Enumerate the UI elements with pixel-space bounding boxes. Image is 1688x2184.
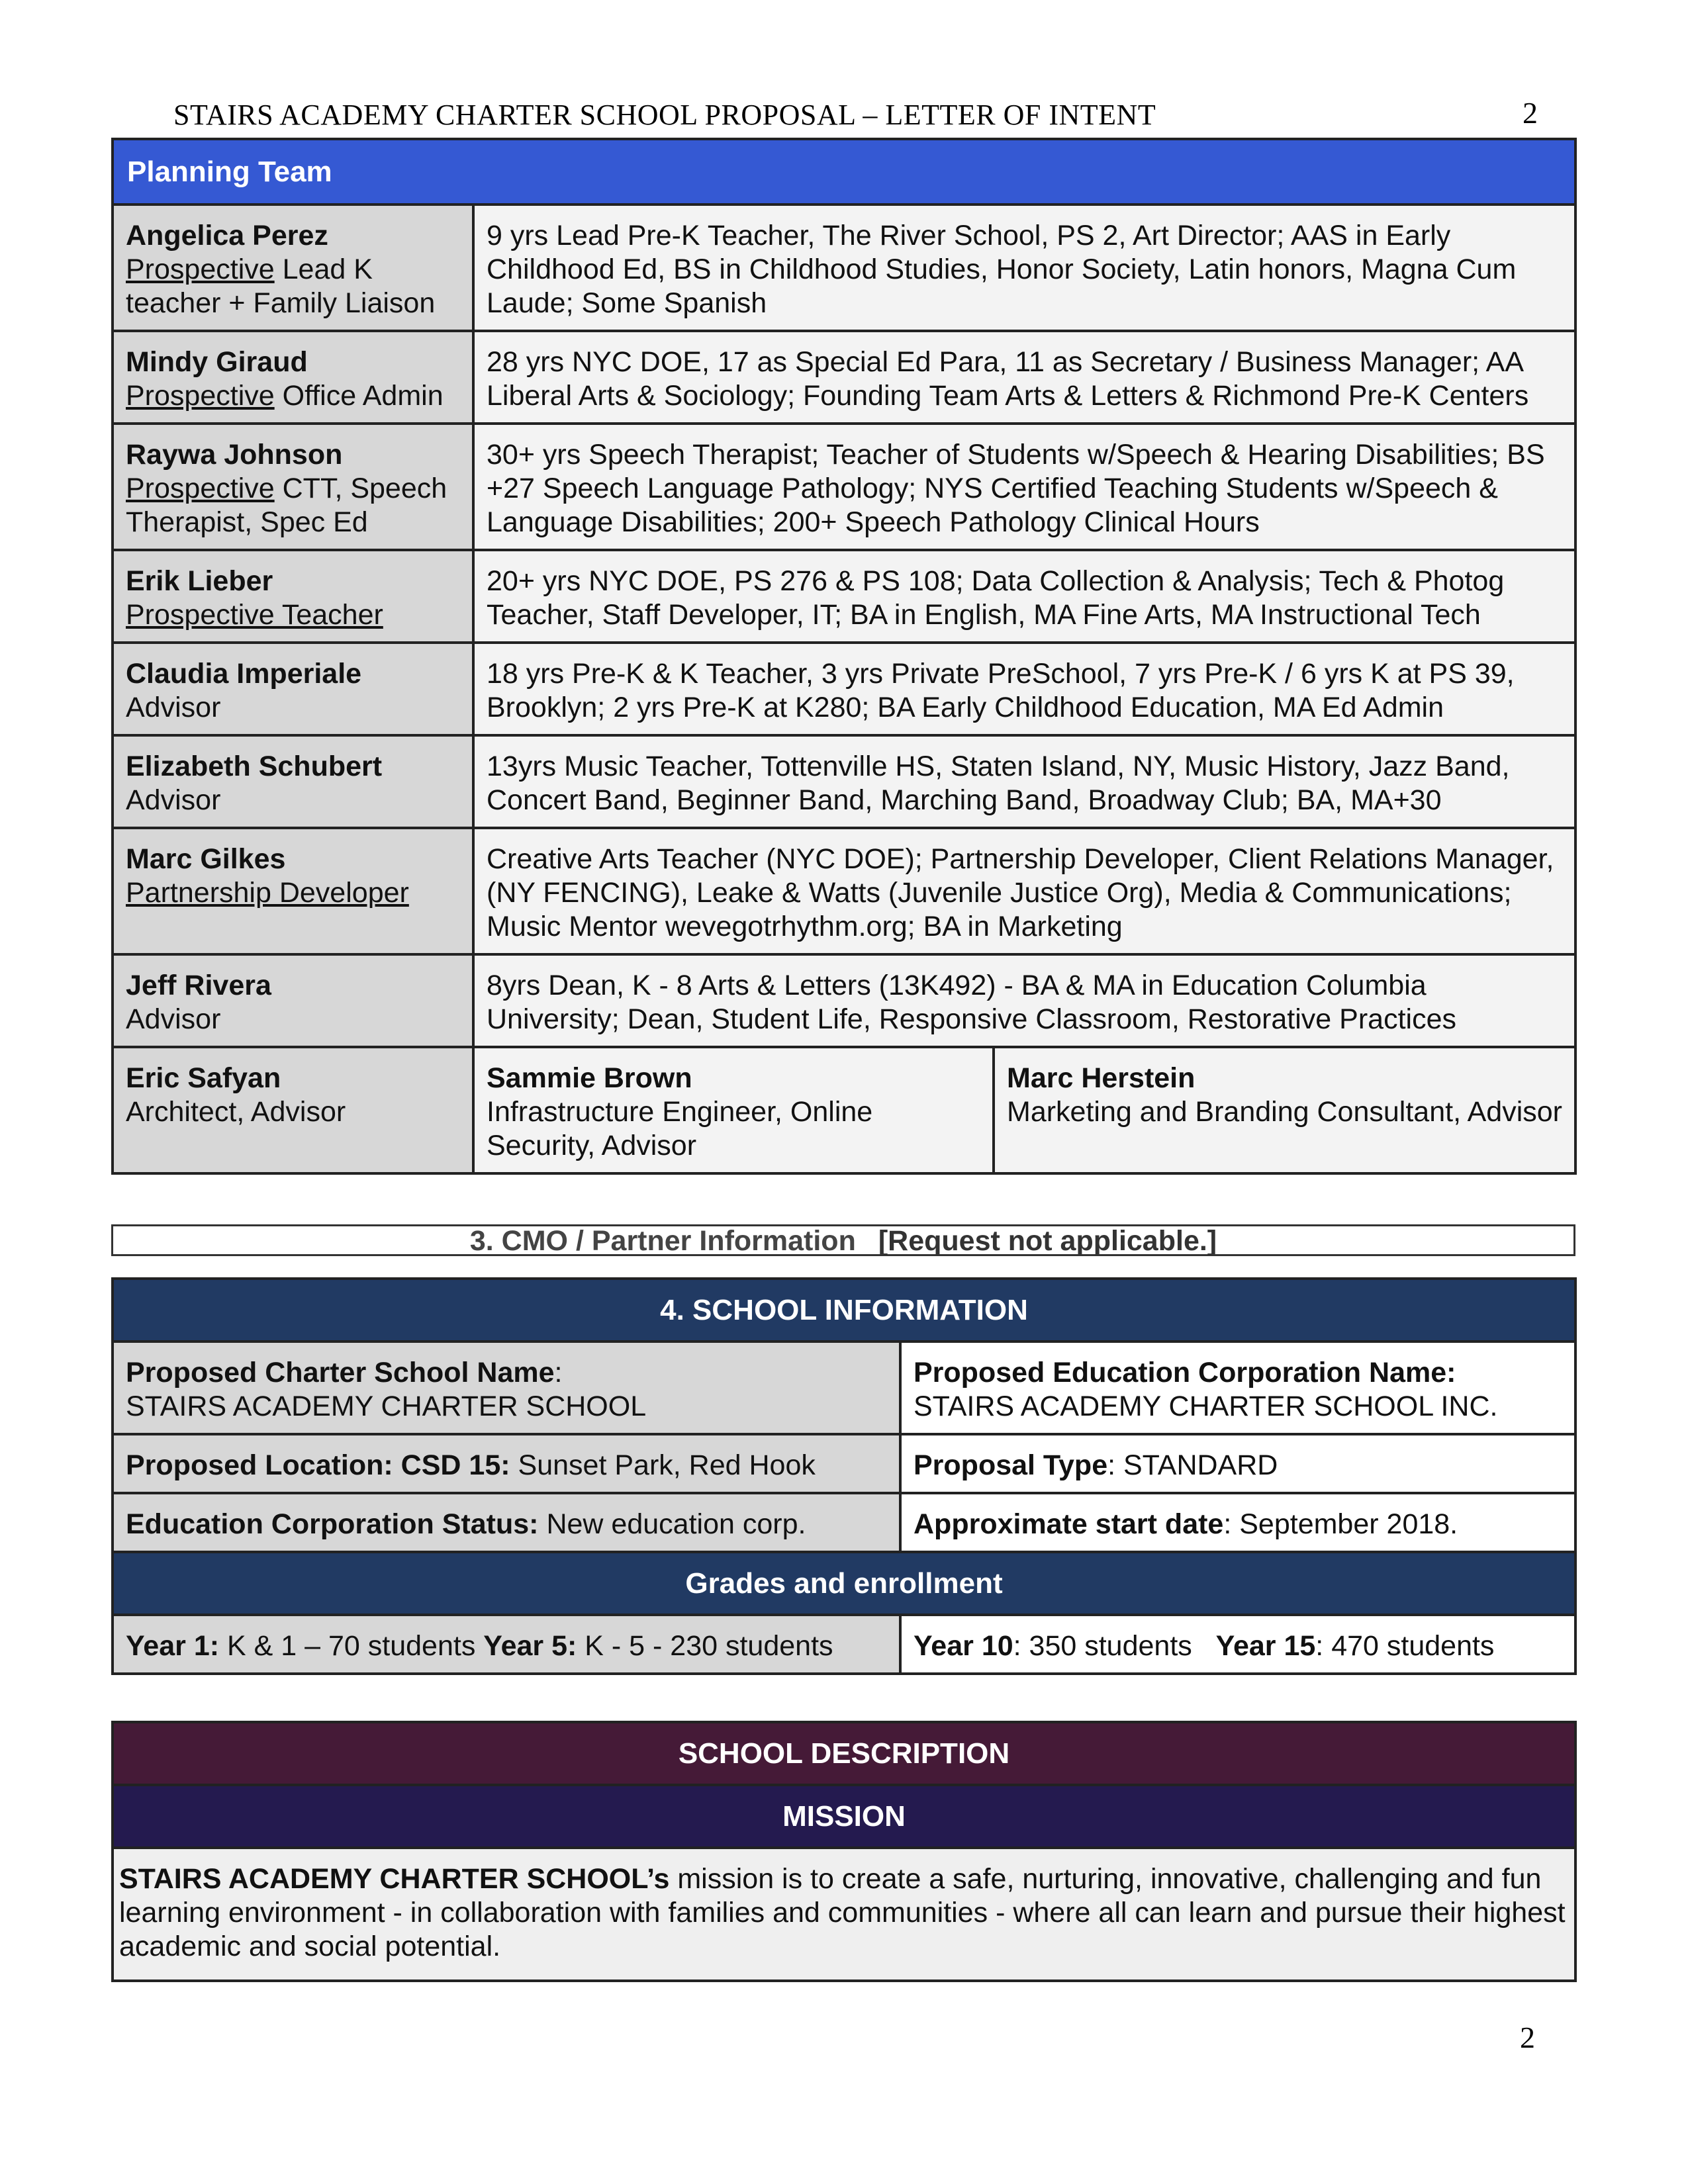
member-cell bbox=[113, 331, 473, 424]
mission-heading: MISSION bbox=[113, 1785, 1575, 1848]
member-details: 28 yrs NYC DOE, 17 as Special Ed Para, 11 as Secretary / Business Manager; AA Liberal Arts & Sociology; Founding Team Arts & Letters & Richmond Pre-K Centers bbox=[473, 331, 1575, 424]
cmo-partner-section bbox=[111, 1224, 1575, 1256]
member-details: 9 yrs Lead Pre-K Teacher, The River School, PS 2, Art Director; AAS in Early Childhood Ed, BS in Childhood Studies, Honor Society, Latin honors, Magna Cum Laude; Some Spanish bbox=[473, 205, 1575, 331]
member-name: Elizabeth Schubert bbox=[126, 751, 383, 782]
member-name: Angelica Perez bbox=[126, 220, 328, 251]
member-role: Infrastructure Engineer, Online Security, Advisor bbox=[487, 1096, 873, 1161]
member-details: Creative Arts Teacher (NYC DOE); Partnership Developer, Client Relations Manager, (NY FENCING), Leake & Watts (Juvenile Justice Org), Media & Communications; Music Mentor wevegotrhythm.org; BA in Marketing bbox=[473, 828, 1575, 954]
proposed-location-cell: Proposed Location: CSD 15: Sunset Park, Red Hook bbox=[113, 1434, 900, 1493]
charter-school-name-value: STAIRS ACADEMY CHARTER SCHOOL bbox=[126, 1390, 647, 1422]
member-cell bbox=[113, 205, 473, 331]
team-row bbox=[113, 643, 1575, 735]
member-cell bbox=[113, 643, 473, 735]
member-name: Raywa Johnson bbox=[126, 439, 343, 471]
member-cell bbox=[113, 424, 473, 550]
proposal-type-cell: Proposal Type: STANDARD bbox=[900, 1434, 1575, 1493]
education-corporation-name-cell: Proposed Education Corporation Name: STAIRS ACADEMY CHARTER SCHOOL INC. bbox=[900, 1342, 1575, 1434]
member-name: Jeff Rivera bbox=[126, 970, 271, 1001]
member-role: Advisor bbox=[126, 784, 221, 816]
team-row bbox=[113, 954, 1575, 1047]
member-details: 8yrs Dean, K - 8 Arts & Letters (13K492) - BA & MA in Education Columbia University; Dean, Student Life, Responsive Classroom, Restorative Practices bbox=[473, 954, 1575, 1047]
member-cell bbox=[994, 1047, 1575, 1173]
member-cell bbox=[113, 954, 473, 1047]
member-name: Eric Safyan bbox=[126, 1062, 281, 1094]
member-cell bbox=[113, 550, 473, 643]
page-header-title: STAIRS ACADEMY CHARTER SCHOOL PROPOSAL – LETTER OF INTENT bbox=[173, 99, 1156, 131]
charter-school-name-cell: Proposed Charter School Name: STAIRS ACADEMY CHARTER SCHOOL bbox=[113, 1342, 900, 1434]
member-name: Erik Lieber bbox=[126, 565, 273, 597]
team-row bbox=[113, 550, 1575, 643]
member-cell bbox=[113, 1047, 473, 1173]
member-details: 18 yrs Pre-K & K Teacher, 3 yrs Private PreSchool, 7 yrs Pre-K / 6 yrs K at PS 39, Brooklyn; 2 yrs Pre-K at K280; BA Early Childhood Education, MA Ed Admin bbox=[473, 643, 1575, 735]
member-details: 20+ yrs NYC DOE, PS 276 & PS 108; Data Collection & Analysis; Tech & Photog Teacher, Staff Developer, IT; BA in English, MA Fine Arts, MA Instructional Tech bbox=[473, 550, 1575, 643]
member-details: 30+ yrs Speech Therapist; Teacher of Students w/Speech & Hearing Disabilities; BS +27 Speech Language Pathology; NYS Certified Teaching Students w/Speech & Language Disabilities; 200+ Speech Pathology Clinical Hours bbox=[473, 424, 1575, 550]
enrollment-years-1-5-cell: Year 1: K & 1 – 70 students Year 5: K - 5 - 230 students bbox=[113, 1615, 900, 1674]
team-row bbox=[113, 331, 1575, 424]
member-name: Sammie Brown bbox=[487, 1062, 692, 1094]
member-name: Mindy Giraud bbox=[126, 346, 308, 378]
school-description-table bbox=[111, 1721, 1577, 1982]
member-cell bbox=[113, 828, 473, 954]
team-row bbox=[113, 424, 1575, 550]
header-page-number: 2 bbox=[1523, 96, 1538, 130]
team-row bbox=[113, 1047, 1575, 1173]
school-description-heading: SCHOOL DESCRIPTION bbox=[113, 1722, 1575, 1785]
school-information-heading: 4. SCHOOL INFORMATION bbox=[113, 1279, 1575, 1342]
grades-enrollment-heading: Grades and enrollment bbox=[113, 1552, 1575, 1615]
member-cell bbox=[473, 1047, 994, 1173]
member-details: 13yrs Music Teacher, Tottenville HS, Staten Island, NY, Music History, Jazz Band, Concert Band, Beginner Band, Marching Band, Broadway Club; BA, MA+30 bbox=[473, 735, 1575, 828]
member-role: Partnership Developer bbox=[126, 877, 409, 909]
member-role: Marketing and Branding Consultant, Advisor bbox=[1007, 1096, 1562, 1128]
team-row bbox=[113, 828, 1575, 954]
education-corporation-name-value: STAIRS ACADEMY CHARTER SCHOOL INC. bbox=[914, 1390, 1498, 1422]
team-row bbox=[113, 735, 1575, 828]
member-role: Prospective Lead K teacher + Family Liaison bbox=[126, 253, 436, 319]
cmo-label: 3. CMO / Partner Information bbox=[469, 1225, 856, 1257]
corporation-status-cell: Education Corporation Status: New education corp. bbox=[113, 1493, 900, 1552]
planning-team-heading: Planning Team bbox=[113, 139, 1575, 205]
member-name: Claudia Imperiale bbox=[126, 658, 362, 690]
member-role: Prospective CTT, Speech Therapist, Spec Ed bbox=[126, 473, 447, 538]
cmo-note: [Request not applicable.] bbox=[878, 1225, 1217, 1257]
footer-page-number: 2 bbox=[1520, 2021, 1535, 2054]
member-name: Marc Herstein bbox=[1007, 1062, 1196, 1094]
team-row bbox=[113, 205, 1575, 331]
mission-statement: STAIRS ACADEMY CHARTER SCHOOL’s mission is to create a safe, nurturing, innovative, challenging and fun learning environment - in collaboration with families and communities - where all can learn and pursue their highest academic and social potential. bbox=[113, 1848, 1575, 1981]
member-role: Prospective Office Admin bbox=[126, 380, 444, 412]
planning-team-table bbox=[111, 138, 1577, 1175]
start-date-cell: Approximate start date: September 2018. bbox=[900, 1493, 1575, 1552]
school-information-table bbox=[111, 1277, 1577, 1675]
member-name: Marc Gilkes bbox=[126, 843, 286, 875]
member-role: Prospective Teacher bbox=[126, 599, 383, 631]
member-role: Architect, Advisor bbox=[126, 1096, 346, 1128]
member-cell bbox=[113, 735, 473, 828]
enrollment-years-10-15-cell: Year 10: 350 students Year 15: 470 students bbox=[900, 1615, 1575, 1674]
member-role: Advisor bbox=[126, 1003, 221, 1035]
member-role: Advisor bbox=[126, 692, 221, 723]
